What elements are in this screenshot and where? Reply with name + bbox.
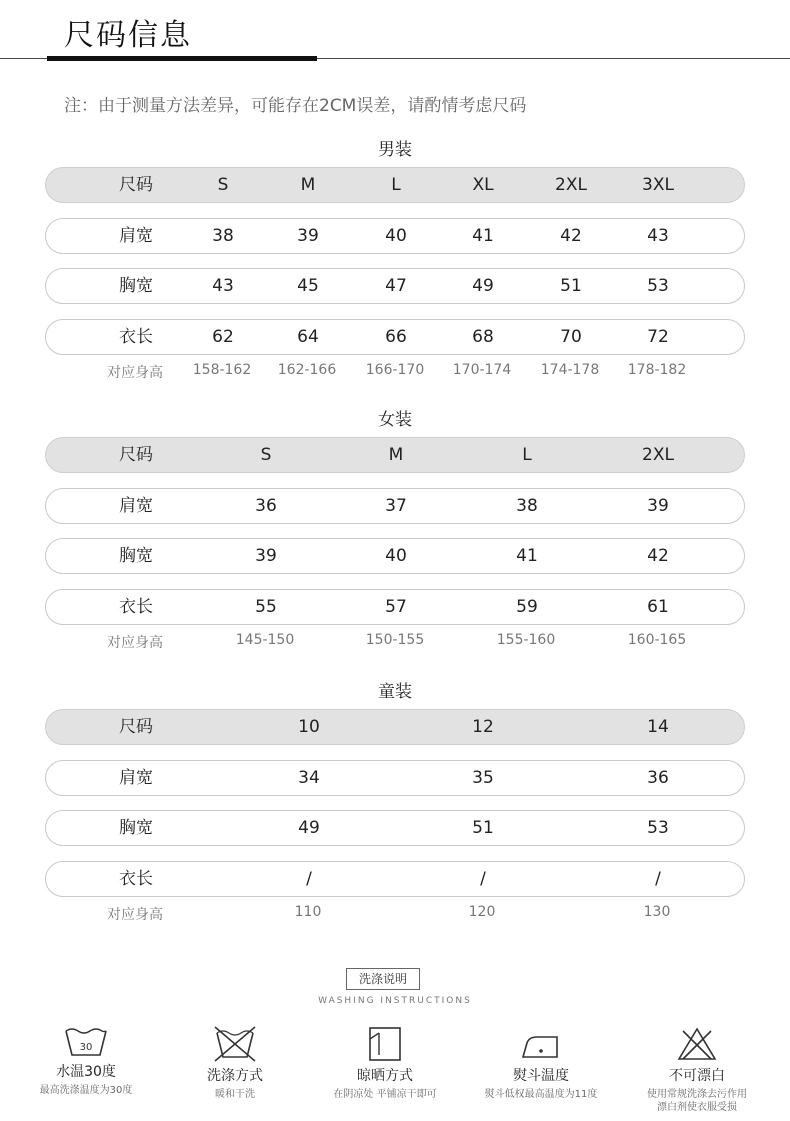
size-cell: 12	[472, 717, 494, 737]
size-cell: 10	[298, 717, 320, 737]
size-cell: 70	[560, 327, 582, 347]
size-cell: L	[522, 445, 532, 465]
size-cell: 51	[560, 276, 582, 296]
size-cell: 72	[647, 327, 669, 347]
size-cell: 2XL	[642, 445, 674, 465]
size-cell: 42	[560, 226, 582, 246]
care-desc: 熨斗低权最高温度为11度	[484, 1089, 598, 1100]
size-cell: S	[217, 175, 229, 195]
height-range-row	[45, 632, 745, 652]
row-label: 衣长	[119, 869, 153, 889]
size-cell: 40	[385, 226, 407, 246]
row-label: 胸宽	[119, 276, 153, 296]
svg-text:30: 30	[79, 1042, 93, 1053]
height-range: 158-162	[192, 362, 252, 378]
height-range: 178-182	[627, 362, 687, 378]
size-cell: 36	[255, 496, 277, 516]
size-cell: 43	[647, 226, 669, 246]
row-label: 尺码	[119, 717, 153, 737]
size-cell: 38	[212, 226, 234, 246]
size-cell: 57	[385, 597, 407, 617]
care-title: 不可漂白	[669, 1068, 725, 1084]
size-cell: /	[655, 869, 661, 889]
iron-low-icon	[517, 1025, 565, 1063]
size-cell: 49	[472, 276, 494, 296]
height-range: 170-174	[452, 362, 512, 378]
size-cell: XL	[472, 175, 494, 195]
size-cell: 53	[647, 818, 669, 838]
size-cell: 51	[472, 818, 494, 838]
row-label: 胸宽	[119, 818, 153, 838]
height-range: 130	[643, 904, 671, 920]
size-table-row	[45, 861, 745, 897]
size-cell: 38	[516, 496, 538, 516]
size-cell: /	[306, 869, 312, 889]
height-range: 155-160	[496, 632, 556, 648]
row-label: 肩宽	[119, 226, 153, 246]
size-cell: 39	[255, 546, 277, 566]
no-bleach-icon	[673, 1025, 721, 1063]
height-range-row	[45, 362, 745, 382]
care-title: 洗涤方式	[207, 1068, 263, 1084]
row-label: 肩宽	[119, 496, 153, 516]
size-cell: 66	[385, 327, 407, 347]
section-title-womens: 女装	[378, 410, 412, 430]
size-cell: 39	[297, 226, 319, 246]
size-cell: 45	[297, 276, 319, 296]
care-desc: 在阴凉处 平铺凉干即可	[333, 1089, 437, 1100]
size-table-row	[45, 488, 745, 524]
height-range: 120	[468, 904, 496, 920]
size-cell: 14	[647, 717, 669, 737]
row-label: 衣长	[119, 327, 153, 347]
size-cell: 61	[647, 597, 669, 617]
size-cell: 35	[472, 768, 494, 788]
size-cell: 53	[647, 276, 669, 296]
wash-30-icon	[62, 1025, 110, 1059]
size-cell: 39	[647, 496, 669, 516]
row-label: 衣长	[119, 597, 153, 617]
size-table-row	[45, 218, 745, 254]
size-cell: M	[388, 445, 404, 465]
size-table-row	[45, 810, 745, 846]
size-cell: 42	[647, 546, 669, 566]
size-header-row	[45, 437, 745, 473]
size-cell: 43	[212, 276, 234, 296]
care-item-drying	[310, 1025, 460, 1101]
size-cell: 40	[385, 546, 407, 566]
height-range-row	[45, 904, 745, 924]
size-cell: 37	[385, 496, 407, 516]
size-header-row	[45, 167, 745, 203]
size-cell: 55	[255, 597, 277, 617]
height-label: 对应身高	[107, 907, 163, 923]
size-table-row	[45, 538, 745, 574]
care-title: 熨斗温度	[513, 1068, 569, 1084]
height-range: 145-150	[235, 632, 295, 648]
height-range: 150-155	[365, 632, 425, 648]
height-range: 166-170	[365, 362, 425, 378]
size-cell: 47	[385, 276, 407, 296]
care-item-bleach	[622, 1025, 772, 1114]
no-machine-wash-icon	[211, 1025, 259, 1063]
size-table-row	[45, 319, 745, 355]
height-range: 174-178	[540, 362, 600, 378]
size-cell: 34	[298, 768, 320, 788]
row-label: 肩宽	[119, 768, 153, 788]
size-cell: L	[391, 175, 401, 195]
care-title: 晾晒方式	[357, 1068, 413, 1084]
care-desc: 暖和干洗	[215, 1089, 255, 1100]
row-label: 胸宽	[119, 546, 153, 566]
care-desc: 最高洗涤温度为30度	[39, 1085, 133, 1096]
care-title: 水温30度	[56, 1064, 116, 1080]
size-table-row	[45, 760, 745, 796]
care-item-ironing	[466, 1025, 616, 1101]
row-label: 尺码	[119, 445, 153, 465]
size-cell: M	[300, 175, 316, 195]
size-cell: S	[260, 445, 272, 465]
size-table-row	[45, 589, 745, 625]
section-title-mens: 男装	[378, 140, 412, 160]
height-label: 对应身高	[107, 365, 163, 381]
height-range: 162-166	[277, 362, 337, 378]
size-header-row	[45, 709, 745, 745]
size-cell: 59	[516, 597, 538, 617]
size-cell: 36	[647, 768, 669, 788]
size-cell: 3XL	[642, 175, 674, 195]
height-range: 160-165	[627, 632, 687, 648]
section-title-kids: 童装	[378, 682, 412, 702]
size-cell: 49	[298, 818, 320, 838]
size-cell: 62	[212, 327, 234, 347]
washing-subtitle: WASHING INSTRUCTIONS	[318, 996, 472, 1006]
washing-badge: 洗涤说明	[346, 968, 420, 990]
height-label: 对应身高	[107, 635, 163, 651]
row-label: 尺码	[119, 175, 153, 195]
size-cell: 64	[297, 327, 319, 347]
care-item-wash-temp	[11, 1025, 161, 1097]
size-cell: 41	[472, 226, 494, 246]
page-title: 尺码信息	[64, 18, 192, 53]
dry-shade-icon	[361, 1025, 409, 1063]
size-cell: /	[480, 869, 486, 889]
size-cell: 2XL	[555, 175, 587, 195]
size-cell: 41	[516, 546, 538, 566]
care-item-wash-method	[160, 1025, 310, 1101]
height-range: 110	[294, 904, 322, 920]
header-accent-bar	[47, 56, 317, 61]
care-desc: 使用常规洗涤去污作用 漂白剂使衣服受损	[647, 1089, 747, 1113]
size-note: 注：由于测量方法差异，可能存在2CM误差，请酌情考虑尺码	[64, 96, 527, 116]
size-table-row	[45, 268, 745, 304]
size-cell: 68	[472, 327, 494, 347]
